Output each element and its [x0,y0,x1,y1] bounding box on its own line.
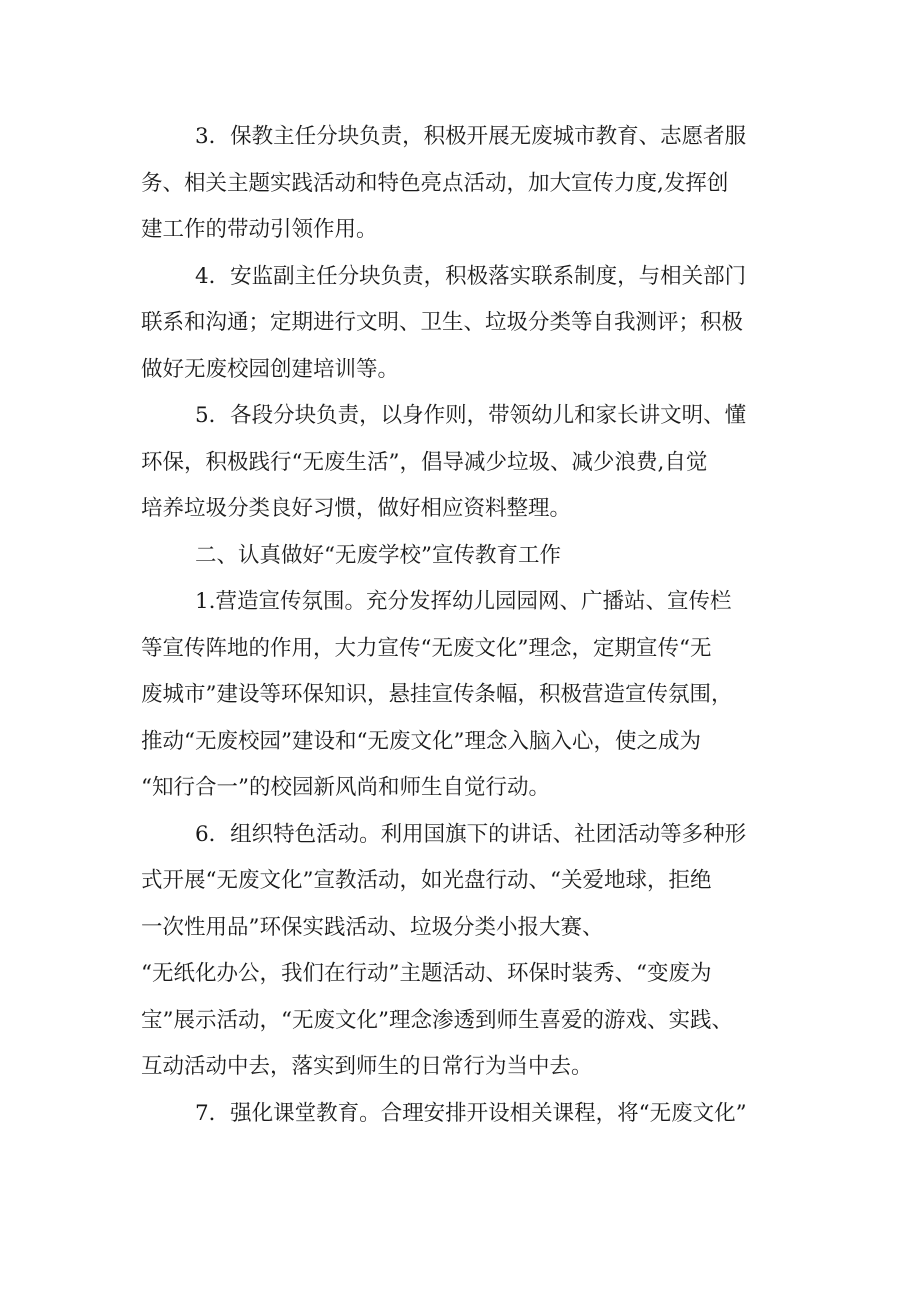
document-body [141,114,791,1137]
paragraph-line: 互动活动中去，落实到师生的日常行为当中去。 [141,1054,593,1079]
paragraph-line: 式开展“无废文化”宣教活动，如光盘行动、“关爱地球，拒绝 [141,868,712,893]
paragraph-line: “知行合一”的校园新风尚和师生自觉行动。 [141,775,550,800]
paragraph-item-4 [141,254,791,394]
section-heading [141,533,791,580]
paragraph-line: 4．安监副主任分块负责，积极落实联系制度，与相关部门 [195,263,747,289]
paragraph-line: 宝”展示活动，“无废文化”理念渗透到师生喜爱的游戏、实践、 [141,1007,733,1033]
paragraph-item-1 [141,579,791,812]
paragraph-line: 3．保教主任分块负责，积极开展无废城市教育、志愿者服 [195,124,747,149]
paragraph-line: 5．各段分块负责，以身作则，带领幼儿和家长讲文明、懂 [195,403,747,428]
paragraph-item-5 [141,393,791,533]
paragraph-line: 培养垃圾分类良好习惯，做好相应资料整理。 [141,496,572,521]
paragraph-line: “无纸化办公，我们在行动”主题活动、环保时装秀、“变废为 [141,961,712,986]
paragraph-line: 环保，积极践行“无废生活”，倡导减少垃圾、减少浪费,自觉 [141,449,708,475]
paragraph-line: 一次性用品”环保实践活动、垃圾分类小报大赛、 [141,914,604,940]
paragraph-line: 建工作的带动引领作用。 [141,217,378,242]
paragraph-line: 7．强化课堂教育。合理安排开设相关课程，将“无废文化” [195,1100,747,1126]
paragraph-line: 做好无废校园创建培训等。 [141,356,400,382]
paragraph-line: 废城市”建设等环保知识，悬挂宣传条幅，积极营造宣传氛围， [141,682,733,707]
paragraph-item-7 [141,1091,791,1138]
paragraph-line: 6．组织特色活动。利用国旗下的讲话、社团活动等多种形 [195,821,747,847]
paragraph-item-3 [141,114,791,254]
paragraph-line: 等宣传阵地的作用，大力宣传“无废文化”理念，定期宣传“无 [141,635,712,661]
paragraph-item-6 [141,812,791,1091]
paragraph-line: 务、相关主题实践活动和特色亮点活动，加大宣传力度,发挥创 [141,170,729,196]
paragraph-line: 联系和沟通；定期进行文明、卫生、垃圾分类等自我测评；积极 [141,310,744,335]
section-heading-line: 二、认真做好“无废学校”宣传教育工作 [195,542,561,568]
paragraph-line: 推动“无废校园”建设和“无废文化”理念入脑入心，使之成为 [141,728,701,754]
paragraph-line: 1.营造宣传氛围。充分发挥幼儿园园网、广播站、宣传栏 [195,589,732,614]
